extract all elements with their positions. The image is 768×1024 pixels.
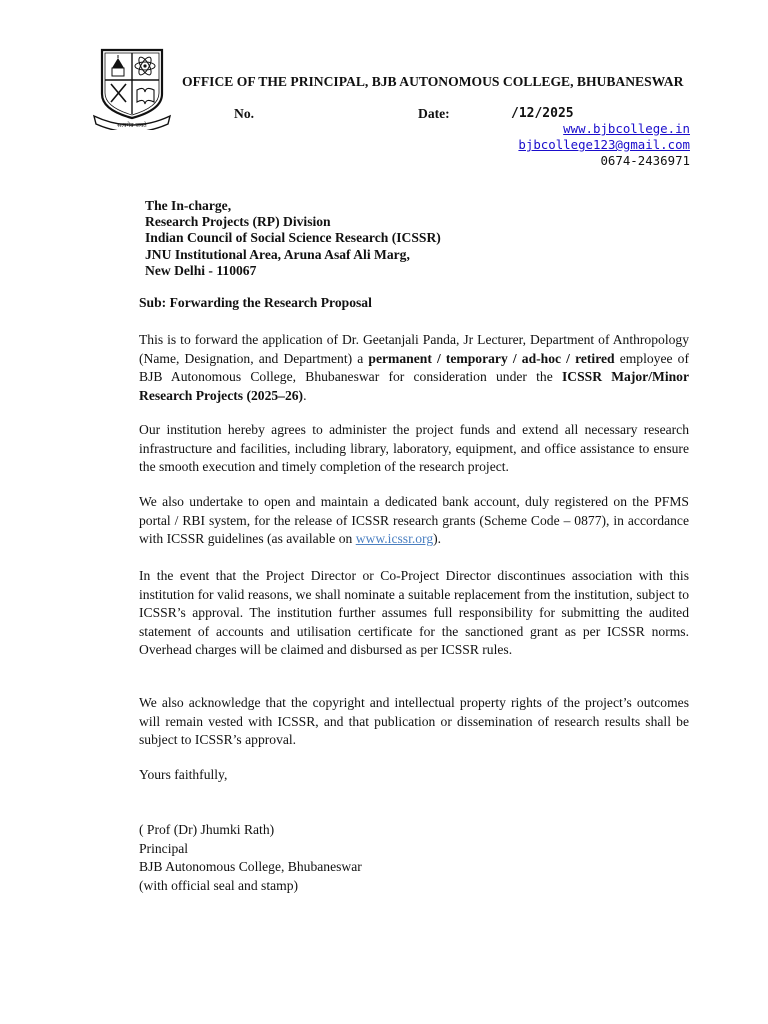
paragraph-text: This is to forward the application of Dr. Geetanjali Panda, Jr Lecturer, Department of Anthropology (Name, Designation, and Department) a [139, 332, 689, 366]
icssr-website-link[interactable]: www.icssr.org [355, 531, 434, 546]
date-value: /12/2025 [511, 106, 574, 121]
paragraph-text: employee of BJB Autonomous College, Bhubaneswar for consideration under the [139, 350, 689, 384]
closing-salutation: Yours faithfully, [139, 767, 228, 782]
address-line: The In-charge, [145, 198, 232, 213]
reference-number-label: No. [234, 106, 255, 121]
recipient-address [145, 198, 441, 279]
paragraph-copyright: We also acknowledge that the copyright and intellectual property rights of the project’s outcomes will remain vested with ICSSR, and that publication or dissemination of research results shall be subject to ICSSR’s approval. [139, 695, 689, 747]
paragraph-infrastructure: Our institution hereby agrees to administer the project funds and extend all necessary research infrastructure and facilities, including library, laboratory, equipment, and office assistance to ensure the smooth execution and timely completion of the research project. [139, 422, 689, 474]
college-crest-logo [92, 44, 172, 130]
paragraph-text: We also undertake to open and maintain a dedicated bank account, duly registered on the PFMS portal / RBI system, for the release of ICSSR research grants (Scheme Code – 0877), in accordance with ICSSR guidelines (as available on [139, 494, 689, 546]
phone-number: 0674-2436971 [600, 153, 690, 168]
website-link[interactable]: www.bjbcollege.in [563, 121, 690, 136]
email-link[interactable]: bjbcollege123@gmail.com [518, 137, 690, 152]
paragraph-forwarding [139, 331, 689, 405]
signatory-name: ( Prof (Dr) Jhumki Rath) [139, 822, 275, 837]
office-title: OFFICE OF THE PRINCIPAL, BJB AUTONOMOUS COLLEGE, BHUBANESWAR [182, 74, 684, 89]
address-line: Indian Council of Social Science Research (ICSSR) [145, 230, 441, 246]
paragraph-bank-account [139, 493, 689, 549]
signatory-institution: BJB Autonomous College, Bhubaneswar [139, 859, 362, 874]
address-line: New Delhi - 110067 [145, 262, 257, 278]
seal-note: (with official seal and stamp) [139, 877, 299, 893]
address-line: JNU Institutional Area, Aruna Asaf Ali Marg, [145, 246, 410, 262]
date-label: Date: [418, 106, 450, 121]
subject-line: Sub: Forwarding the Research Proposal [139, 295, 372, 310]
signature-block [139, 821, 362, 895]
paragraph-text: ). [433, 531, 442, 546]
paragraph-text: . [303, 387, 307, 403]
employment-status-text: permanent / temporary / ad-hoc / retired [368, 350, 615, 366]
paragraph-replacement: In the event that the Project Director or Co-Project Director discontinues association with this institution for valid reasons, we shall nominate a suitable replacement from the institution, subject to ICSSR’s approval. The institution further assumes full responsibility for submitting the audited statement of accounts and utilisation certificate for the sanctioned grant as per ICSSR norms. Overhead charges will be claimed and disbursed as per ICSSR rules. [139, 568, 689, 657]
logo-motto: सत्यमेव जयते [117, 122, 147, 129]
contact-block [518, 121, 690, 169]
signatory-designation: Principal [139, 840, 189, 856]
address-line: Research Projects (RP) Division [145, 214, 331, 230]
scheme-name-text: ICSSR Major/Minor Research Projects (2025–26) [139, 369, 689, 403]
